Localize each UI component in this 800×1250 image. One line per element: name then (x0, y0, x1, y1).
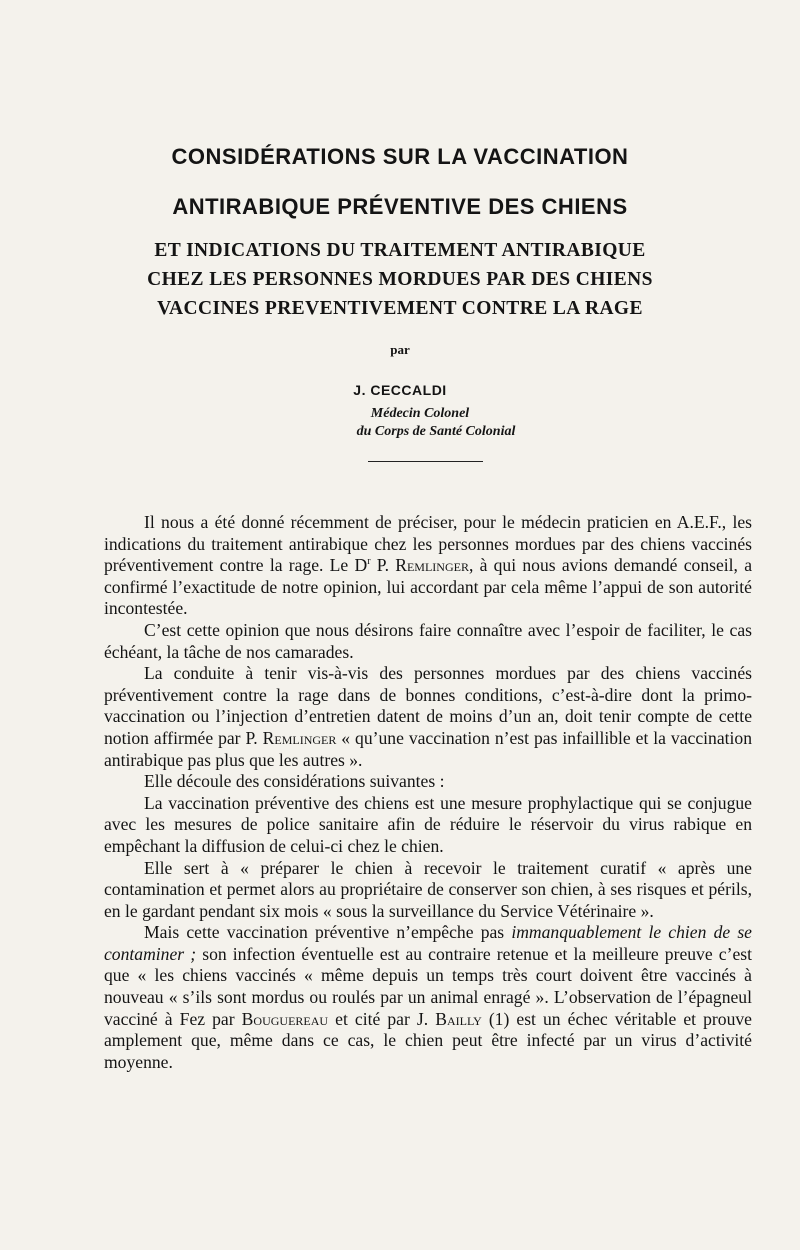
paragraph-1 (104, 512, 752, 620)
author-rank: Médecin Colonel (370, 406, 470, 421)
paragraph-3-text-a: La conduite à tenir vis-à-vis des personnes mordues par des chiens vaccinés préventivement contre la rage dans de bonnes conditions, c’est-à-dire dont la primo-vaccination ou l’injection d’entretien datent de moins d’un an, doit tenir compte de cette notion affirmée par P. (104, 663, 752, 748)
author-name: J. CECCALDI (353, 382, 447, 398)
title-line-1: CONSIDÉRATIONS SUR LA VACCINATION (171, 144, 629, 169)
author-reference-remlinger: Remlinger (395, 555, 469, 576)
paragraph-4: Elle découle des considérations suivantes : (144, 771, 445, 792)
paragraph-3 (104, 663, 752, 771)
author-reference-remlinger-2: Remlinger (262, 727, 337, 748)
author-reference-bouguereau: Bouguereau (241, 1008, 329, 1029)
author-reference-bailly: Bailly (435, 1008, 482, 1029)
paragraph-7-text-b: son infection éventuelle est au contraire retenue et la meilleure preuve c’est que « les chiens vaccinés « même depuis un temps très court doivent être vaccinés à nouveau « s’ils sont mordus ou roulés par un animal enragé ». L’observation de l’épagneul vacciné à Fez par (104, 943, 752, 1029)
article-body (104, 512, 752, 1073)
subtitle-line-2: CHEZ LES PERSONNES MORDUES PAR DES CHIENS (147, 269, 653, 290)
paragraph-1-text-a: Il nous a été donné récemment de préciser, pour le médecin praticien en A.E.F., les indications du traitement antirabique chez les personnes mordues par des chiens vaccinés préventivement contre la rage. Le D (104, 512, 752, 576)
paragraph-3-text-b: « qu’une vaccination n’est pas infaillible et la vaccination antirabique pas plus que les autres ». (104, 727, 753, 770)
subtitle-line-3: VACCINES PREVENTIVEMENT CONTRE LA RAGE (157, 298, 643, 319)
author-corps: du Corps de Santé Colonial (356, 424, 516, 439)
paragraph-7-text-a: Mais cette vaccination préventive n’empêche pas (144, 922, 512, 943)
paragraph-2: C’est cette opinion que nous désirons faire connaître avec l’espoir de faciliter, le cas échéant, la tâche de nos camarades. (104, 619, 752, 662)
paragraph-7-text-c: et cité par J. (328, 1008, 436, 1029)
paragraph-7 (104, 922, 752, 1073)
by-label: par (390, 342, 410, 357)
paragraph-5: La vaccination préventive des chiens est une mesure prophylactique qui se conjugue avec les mesures de police sanitaire afin de réduire le réservoir du virus rabique en empêchant la diffusion de celui-ci chez le chien. (104, 792, 752, 856)
paragraph-1-text-b: P. (370, 555, 396, 576)
doctor-superscript: r (367, 556, 371, 568)
subtitle-line-1: ET INDICATIONS DU TRAITEMENT ANTIRABIQUE (154, 240, 646, 261)
paragraph-7-text-d: (1) est un échec véritable et prouve amplement que, même dans ce cas, le chien peut être infecté par un virus d’activité moyenne. (104, 1008, 752, 1072)
paragraph-6: Elle sert à « préparer le chien à recevoir le traitement curatif « après une contamination et permet alors au propriétaire de conserver son chien, à ses risques et périls, en le gardant pendant six mois « sous la surveillance du Service Vétérinaire ». (104, 857, 752, 921)
paragraph-7-italic: immanquablement le chien de se contaminer ; (104, 922, 752, 964)
separator-rule (368, 461, 483, 462)
paragraph-1-text-c: , à qui nous avions demandé conseil, a confirmé l’exactitude de notre opinion, lui accordant par cela même l’appui de son autorité incontestée. (104, 555, 752, 619)
title-line-2: ANTIRABIQUE PRÉVENTIVE DES CHIENS (172, 194, 628, 219)
